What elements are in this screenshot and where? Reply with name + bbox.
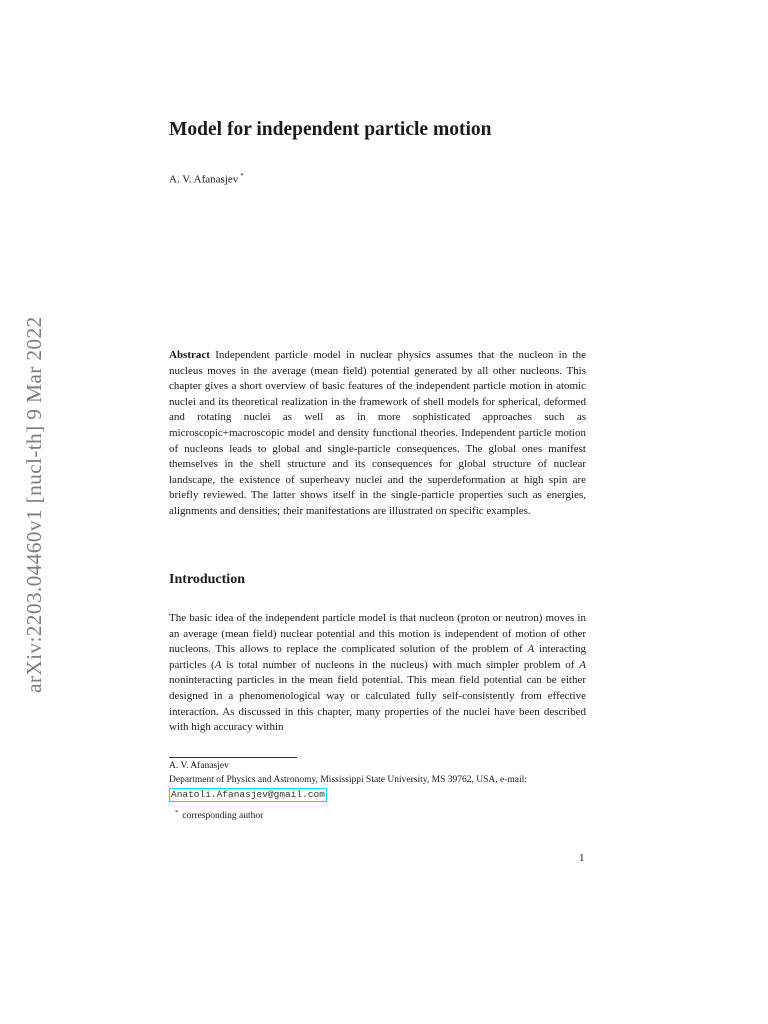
abstract <box>169 348 586 520</box>
section-heading-introduction: Introduction <box>169 572 245 587</box>
arxiv-stamp: arXiv:2203.04460v1 [nucl-th] 9 Mar 2022 <box>22 316 46 693</box>
intro-text-4: noninteracting particles in the mean field potential. This mean field potential can be either designed in a phenomenological way or calculated fully self-consistently from effective interaction. As discussed in this chapter, many properties of the nuclei have been described with high accuracy within <box>169 674 586 734</box>
paper-title: Model for independent particle motion <box>169 119 492 140</box>
intro-var-a: A <box>527 643 535 656</box>
footnote-author: A. V. Afanasjev <box>169 761 229 771</box>
author-mark: * <box>240 172 244 180</box>
page-number: 1 <box>579 852 585 864</box>
introduction-paragraph <box>169 611 586 736</box>
abstract-text: Independent particle model in nuclear physics assumes that the nucleon in the nucleus moves in the average (mean field) potential generated by all other nucleons. This chapter gives a short overview of basic features of the independent particle motion in atomic nuclei and its theoretical realization in the framework of shell models for spherical, deformed and rotating nuclei as well as in more sophisticated approaches such as microscopic+macroscopic model and density functional theories. Independent particle motion of nucleons leads to global and single-particle consequences. The global ones manifest themselves in the shell structure and its consequences for global structure of nuclear landscape, the existence of superheavy nuclei and the superdeformation at high spin are briefly reviewed. The latter shows itself in the single-particle properties such as energies, alignments and densities; their manifestations are illustrated on specific examples. <box>169 349 586 517</box>
footnote-corresponding <box>175 809 263 821</box>
footnote-mark: * <box>175 809 179 816</box>
intro-var-a: A <box>214 658 222 671</box>
intro-text-3: is total number of nucleons in the nucleus) with much simpler problem of <box>221 658 580 671</box>
intro-text-1: The basic idea of the independent particle model is that nucleon (proton or neutron) moves in an average (mean field) nuclear potential and this motion is independent of motion of other nucleons. This allows to replace the complicated solution of the problem of <box>169 612 586 656</box>
footnote-corresponding-text: corresponding author <box>182 811 264 822</box>
author-line <box>169 172 244 186</box>
footnote-rule <box>169 757 297 758</box>
intro-text-2: interacting particles ( <box>169 643 587 671</box>
footnote-affiliation: Department of Physics and Astronomy, Mississippi State University, MS 39762, USA, e-mail: <box>169 775 527 785</box>
email-link[interactable]: Anatoli.Afanasjev@gmail.com <box>171 789 325 800</box>
abstract-label: Abstract <box>169 349 210 361</box>
author-name: A. V. Afanasjev <box>169 173 239 186</box>
intro-var-a: A <box>579 658 586 671</box>
